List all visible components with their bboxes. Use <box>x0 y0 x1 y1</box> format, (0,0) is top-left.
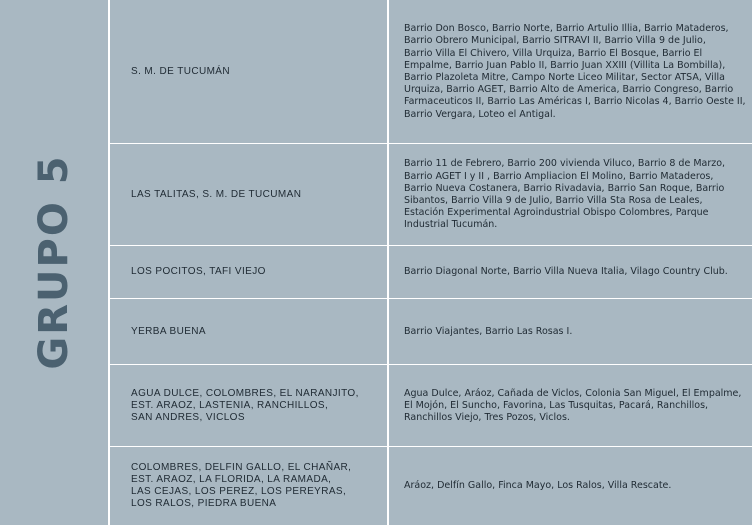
table-row <box>109 0 752 144</box>
locality-cell <box>109 447 387 525</box>
neighborhoods-list: Barrio Viajantes, Barrio Las Rosas I. <box>404 325 573 337</box>
locality-cell <box>109 246 387 299</box>
locality-cell <box>109 0 387 144</box>
neighborhoods-cell <box>388 0 752 144</box>
locality-cell <box>109 365 387 447</box>
locality-name: LAS TALITAS, S. M. DE TUCUMAN <box>131 188 302 200</box>
table-row <box>109 246 752 299</box>
neighborhoods-list: Barrio Diagonal Norte, Barrio Villa Nueva Italia, Vilago Country Club. <box>404 266 728 278</box>
locality-name: COLOMBRES, DELFIN GALLO, EL CHAÑAR, EST. ARAOZ, LA FLORIDA, LA RAMADA, LAS CEJAS, LOS PEREZ, LOS PEREYRAS, LOS RALOS, PIEDRA BUENA <box>131 461 352 510</box>
neighborhoods-list: Barrio 11 de Febrero, Barrio 200 vivienda Viluco, Barrio 8 de Marzo, Barrio AGET I y II , Barrio Ampliacion El Molino, Barrio Mataderos, Barrio Nueva Costanera, Barrio Rivadavia, Barrio San Roque, Barrio Sibantos, Barrio Villa 9 de Julio, Barrio Villa Sta Rosa de Leales, Estación Experimental Agroindustrial Obispo Colombres, Parque Industrial Tucumán. <box>404 158 726 231</box>
neighborhoods-cell <box>388 144 752 246</box>
table-row <box>109 299 752 365</box>
table-row <box>109 447 752 525</box>
neighborhoods-cell <box>388 246 752 299</box>
neighborhoods-cell <box>388 299 752 365</box>
group-column <box>0 0 108 525</box>
locality-name: AGUA DULCE, COLOMBRES, EL NARANJITO, EST. ARAOZ, LASTENIA, RANCHILLOS, SAN ANDRES, VICLOS <box>131 387 359 424</box>
locality-cell <box>109 144 387 246</box>
neighborhoods-cell <box>388 365 752 447</box>
locality-name: YERBA BUENA <box>131 325 206 337</box>
group-label: GRUPO 5 <box>31 154 77 370</box>
locality-cell <box>109 299 387 365</box>
neighborhoods-list: Barrio Don Bosco, Barrio Norte, Barrio Artulio Illia, Barrio Mataderos, Barrio Obrero Municipal, Barrio SITRAVI II, Barrio Villa 9 de Julio, Barrio Villa El Chivero, Villa Urquiza, Barrio El Bosque, Barrio El Empalme, Barrio Juan Pablo II, Barrio Juan XXIII (Villita La Bombilla), Barrio Plazoleta Mitre, Campo Norte Liceo Militar, Sector ATSA, Villa Urquiza, Barrio AGET, Barrio Alto de America, Barrio Congreso, Barrio Farmaceuticos II, Barrio Las Américas I, Barrio Nicolas 4, Barrio Oeste II, Barrio Vergara, Loteo el Antigal. <box>404 23 746 120</box>
neighborhoods-list: Aráoz, Delfín Gallo, Finca Mayo, Los Ralos, Villa Rescate. <box>404 479 672 491</box>
table-row <box>109 144 752 246</box>
neighborhoods-cell <box>388 447 752 525</box>
locality-name: S. M. DE TUCUMÁN <box>131 65 230 77</box>
locality-name: LOS POCITOS, TAFI VIEJO <box>131 266 266 278</box>
table-row <box>109 365 752 447</box>
neighborhoods-list: Agua Dulce, Aráoz, Cañada de Viclos, Colonia San Miguel, El Empalme, El Mojón, El Suncho, Favorina, Las Tusquitas, Pacará, Ranchillos, Ranchillos Viejo, Tres Pozos, Viclos. <box>404 387 742 424</box>
